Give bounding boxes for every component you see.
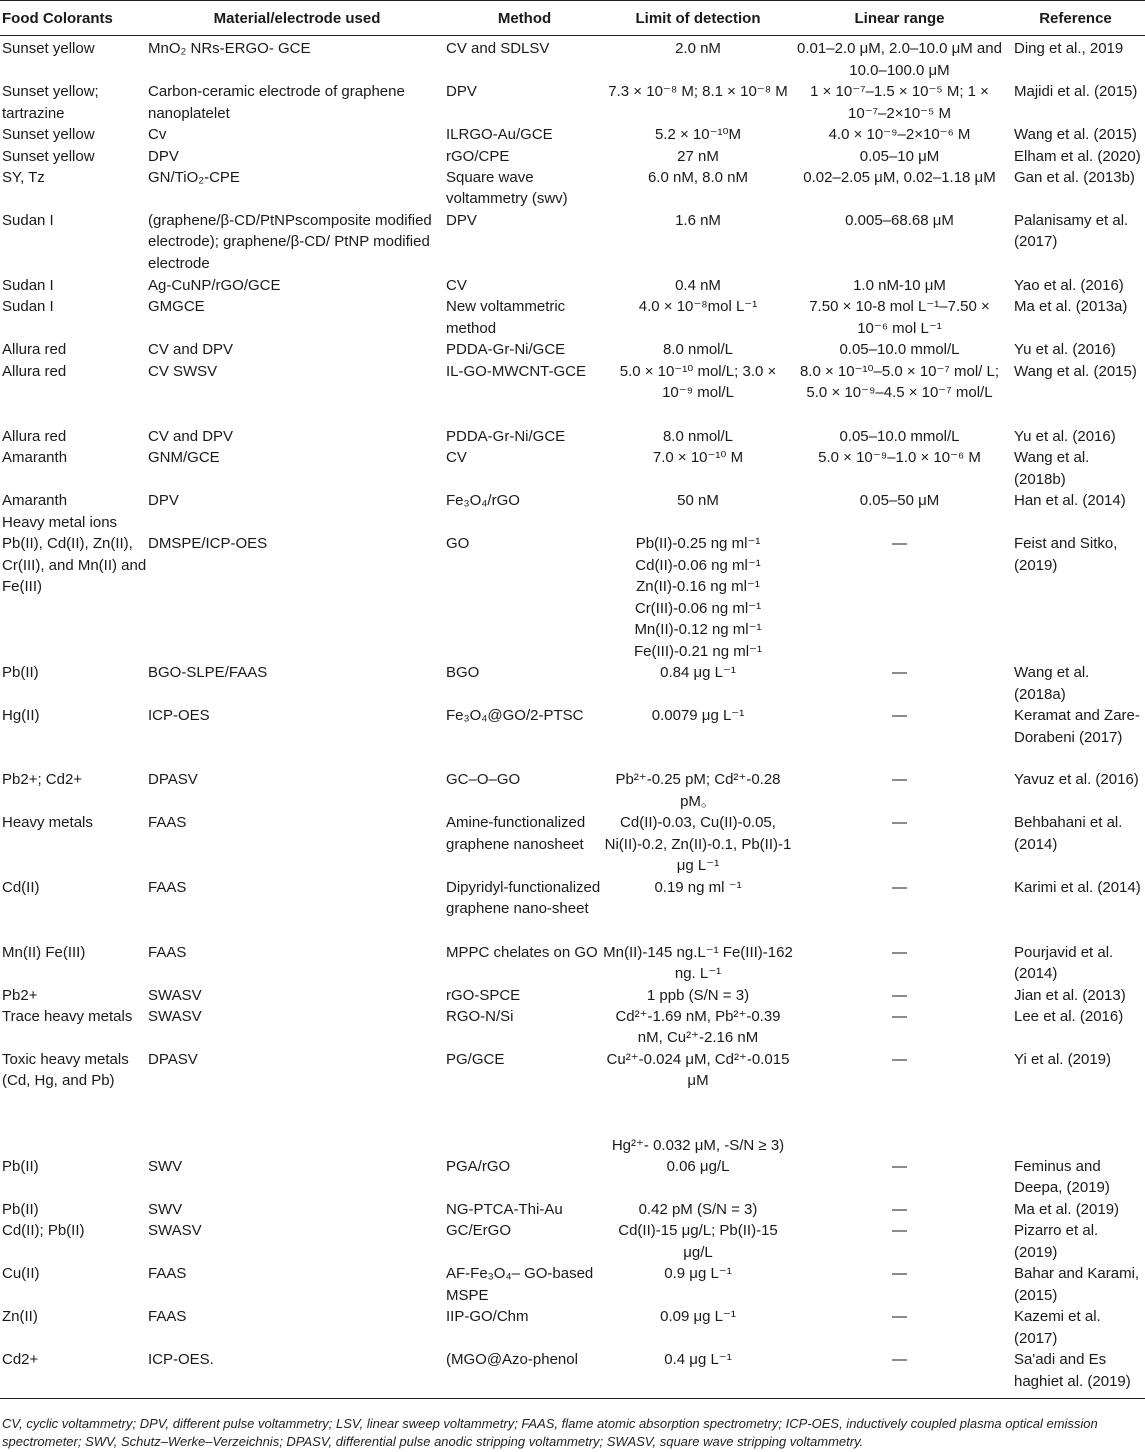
header-limit-of-detection: Limit of detection: [635, 10, 761, 27]
table-row: [0, 1049, 1145, 1156]
header-material-electrode: Material/electrode used: [213, 10, 381, 27]
food-colorant-cell: Amaranth: [2, 449, 68, 467]
reference-cell: Gan et al. (2013b): [1014, 169, 1135, 187]
table-row: [0, 533, 1145, 662]
method-cell: ILRGO-Au/GCE: [446, 126, 553, 144]
food-colorant-cell: Hg(II): [2, 707, 40, 725]
material-electrode-cell: (graphene/β-CD/PtNPscomposite modified electrode); graphene/β-CD/ PtNP modified electrode: [148, 212, 432, 272]
method-cell: GO: [446, 535, 470, 553]
table-row: [0, 146, 1145, 167]
method-cell: MPPC chelates on GO: [446, 943, 598, 961]
reference-cell: Wang et al. (2015): [1014, 126, 1137, 144]
material-electrode-cell: SWASV: [148, 1222, 202, 1240]
food-colorant-cell: Allura red: [2, 341, 67, 359]
material-electrode-cell: BGO-SLPE/FAAS: [148, 664, 268, 682]
reference-cell: Keramat and Zare-Dorabeni (2017): [1014, 707, 1140, 746]
linear-range-cell: [793, 512, 1006, 533]
linear-range-cell: 0.005–68.68 μM: [845, 212, 954, 230]
food-colorant-cell: Amaranth: [2, 492, 68, 510]
food-colorant-cell: Sunset yellow: [2, 147, 95, 165]
reference-cell: Yi et al. (2019): [1014, 1050, 1111, 1068]
material-electrode-cell: ICP-OES: [148, 707, 210, 725]
table-row: [0, 81, 1145, 124]
limit-of-detection-cell: 0.19 ng ml ⁻¹: [654, 878, 742, 896]
food-colorant-cell: Cu(II): [2, 1265, 40, 1283]
material-electrode-cell: DPASV: [148, 1050, 198, 1068]
table-row: [0, 512, 1145, 533]
method-cell: IL-GO-MWCNT-GCE: [446, 362, 586, 380]
reference-cell: Behbahani et al. (2014): [1014, 814, 1123, 853]
linear-range-cell: —: [892, 535, 907, 553]
method-cell: rGO-SPCE: [446, 986, 521, 1004]
table-row: [0, 812, 1145, 876]
material-electrode-cell: Carbon-ceramic electrode of graphene nanoplatelet: [148, 83, 405, 122]
table-row: [0, 1263, 1145, 1306]
linear-range-cell: 5.0 × 10⁻⁹–1.0 × 10⁻⁶ M: [818, 449, 981, 467]
limit-of-detection-cell: 0.06 μg/L: [666, 1157, 730, 1175]
limit-of-detection-cell: 5.0 × 10⁻¹⁰ mol/L; 3.0 × 10⁻⁹ mol/L: [619, 362, 777, 402]
limit-of-detection-cell: Cd(II)-15 μg/L; Pb(II)-15 μg/L: [618, 1222, 778, 1261]
table-row: [0, 985, 1145, 1006]
limit-of-detection-cell: 7.0 × 10⁻¹⁰ M: [652, 449, 744, 467]
reference-cell: Yu et al. (2016): [1014, 341, 1116, 359]
limit-of-detection-cell: 8.0 nmol/L: [662, 427, 734, 445]
limit-of-detection-cell: Mn(II)-145 ng.L⁻¹ Fe(III)-162 ng. L⁻¹: [603, 943, 793, 982]
limit-of-detection-cell: 0.4 μg L⁻¹: [664, 1351, 732, 1369]
material-electrode-cell: [148, 512, 446, 533]
linear-range-cell: 1.0 nM-10 μM: [853, 277, 946, 295]
material-electrode-cell: MnO₂ NRs-ERGO- GCE: [148, 40, 311, 58]
material-electrode-cell: FAAS: [148, 1308, 187, 1326]
linear-range-cell: —: [892, 664, 907, 682]
reference-cell: Yao et al. (2016): [1014, 277, 1124, 295]
method-cell: AF-Fe₃O₄– GO-based MSPE: [446, 1265, 594, 1304]
material-electrode-cell: CV SWSV: [148, 362, 218, 380]
header-reference: Reference: [1039, 10, 1112, 27]
reference-cell: Palanisamy et al. (2017): [1014, 212, 1129, 251]
linear-range-cell: —: [892, 986, 907, 1004]
header-food-colorants: Food Colorants: [2, 10, 113, 27]
table-row: [0, 1006, 1145, 1049]
linear-range-cell: 0.05–50 μM: [859, 492, 940, 510]
limit-of-detection-cell: 4.0 × 10⁻⁸mol L⁻¹: [638, 298, 758, 316]
header-method: Method: [497, 10, 552, 27]
material-electrode-cell: FAAS: [148, 943, 187, 961]
limit-of-detection-cell: 1.6 nM: [675, 212, 721, 230]
table-row: [0, 167, 1145, 210]
limit-of-detection-cell: 2.0 nM: [675, 40, 721, 58]
table-row: [0, 1220, 1145, 1263]
food-colorant-cell: Sudan I: [2, 277, 54, 295]
method-cell: [446, 512, 603, 533]
reference-cell: Elham et al. (2020): [1014, 147, 1141, 165]
linear-range-cell: —: [892, 1200, 907, 1218]
limit-of-detection-cell: 0.0079 μg L⁻¹: [651, 707, 745, 725]
reference-cell: Han et al. (2014): [1014, 492, 1126, 510]
table-row: [0, 361, 1145, 426]
table-row: [0, 705, 1145, 769]
reference-cell: Pizarro et al. (2019): [1014, 1222, 1099, 1261]
linear-range-cell: —: [892, 943, 907, 961]
reference-cell: Ma et al. (2013a): [1014, 298, 1128, 316]
table-row: [0, 426, 1145, 447]
food-colorant-cell: SY, Tz: [2, 169, 45, 187]
method-cell: DPV: [446, 212, 477, 230]
material-electrode-cell: GMGCE: [148, 298, 205, 316]
linear-range-cell: —: [892, 1308, 907, 1326]
limit-of-detection-cell: 0.84 μg L⁻¹: [660, 664, 736, 682]
method-cell: Dipyridyl-functionalized graphene nano-sheet: [446, 878, 601, 917]
reference-cell: Sa'adi and Es haghiet al. (2019): [1014, 1351, 1131, 1390]
method-cell: GC–O–GO: [446, 771, 521, 789]
table-row: [0, 275, 1145, 296]
material-electrode-cell: FAAS: [148, 1265, 187, 1283]
reference-cell: Pourjavid et al. (2014): [1014, 943, 1114, 982]
reference-cell: Yavuz et al. (2016): [1014, 771, 1139, 789]
method-cell: CV: [446, 449, 467, 467]
method-cell: NG-PTCA-Thi-Au: [446, 1200, 563, 1218]
food-colorant-cell: Toxic heavy metals (Cd, Hg, and Pb): [2, 1050, 129, 1090]
method-cell: BGO: [446, 664, 480, 682]
method-cell: RGO-N/Si: [446, 1007, 514, 1025]
limit-of-detection-cell: Pb(II)-0.25 ng ml⁻¹ Cd(II)-0.06 ng ml⁻¹ Zn(II)-0.16 ng ml⁻¹ Cr(III)-0.06 ng ml⁻¹ Mn(II)-0.12 ng ml⁻¹ Fe(III)-0.21 ng ml⁻¹: [634, 535, 762, 660]
reference-cell: Lee et al. (2016): [1014, 1007, 1124, 1025]
table-row: [0, 36, 1145, 81]
food-colorant-cell: Heavy metals: [2, 814, 93, 832]
table-row: [0, 942, 1145, 985]
limit-of-detection-cell: 5.2 × 10⁻¹⁰M: [654, 126, 742, 144]
food-colorant-cell: Mn(II) Fe(III): [2, 943, 86, 961]
linear-range-cell: 7.50 × 10-8 mol L⁻¹–7.50 × 10⁻⁶ mol L⁻¹: [809, 298, 990, 337]
limit-of-detection-cell: Cd(II)-0.03, Cu(II)-0.05, Ni(II)-0.2, Zn(II)-0.1, Pb(II)-1 μg L⁻¹: [604, 814, 792, 875]
material-electrode-cell: SWV: [148, 1157, 183, 1175]
limit-of-detection-cell: 0.09 μg L⁻¹: [660, 1308, 736, 1326]
table-row: [0, 339, 1145, 360]
method-cell: PDDA-Gr-Ni/GCE: [446, 341, 566, 359]
food-colorant-cell: Allura red: [2, 362, 67, 380]
table-row: [0, 1199, 1145, 1220]
reference-cell: Wang et al. (2018a): [1014, 664, 1090, 703]
method-cell: Square wave voltammetry (swv): [446, 169, 568, 208]
food-colorant-cell: Sudan I: [2, 298, 54, 316]
limit-of-detection-cell: [603, 512, 793, 533]
material-electrode-cell: Ag-CuNP/rGO/GCE: [148, 277, 281, 295]
material-electrode-cell: DPV: [148, 147, 179, 165]
limit-of-detection-cell: Cu²⁺-0.024 μM, Cd²⁺-0.015 μM Hg²⁺- 0.032 μM, -S/N ≥ 3): [606, 1050, 790, 1154]
material-electrode-cell: SWASV: [148, 986, 202, 1004]
material-electrode-cell: CV and DPV: [148, 341, 234, 359]
method-cell: GC/ErGO: [446, 1222, 512, 1240]
linear-range-cell: 1 × 10⁻⁷–1.5 × 10⁻⁵ M; 1 × 10⁻⁷–2×10⁻⁵ M: [810, 83, 989, 122]
material-electrode-cell: SWV: [148, 1200, 183, 1218]
food-colorant-cell: Sunset yellow; tartrazine: [2, 83, 99, 122]
limit-of-detection-cell: 0.42 pM (S/N = 3): [638, 1200, 758, 1218]
material-electrode-cell: FAAS: [148, 814, 187, 832]
material-electrode-cell: CV and DPV: [148, 427, 234, 445]
table-row: [0, 1349, 1145, 1398]
table-row: [0, 662, 1145, 705]
linear-range-cell: —: [892, 1222, 907, 1240]
table-row: [0, 124, 1145, 145]
reference-cell: Wang et al. (2015): [1014, 362, 1137, 380]
food-colorant-cell: Sunset yellow: [2, 40, 95, 58]
linear-range-cell: 8.0 × 10⁻¹⁰–5.0 × 10⁻⁷ mol/ L; 5.0 × 10⁻⁹–4.5 × 10⁻⁷ mol/L: [799, 362, 1000, 402]
material-electrode-cell: GNM/GCE: [148, 449, 220, 467]
material-electrode-cell: FAAS: [148, 878, 187, 896]
reference-cell: Feminus and Deepa, (2019): [1014, 1157, 1110, 1197]
food-colorant-cell: Sunset yellow: [2, 126, 95, 144]
food-colorant-cell: Pb(II): [2, 1200, 39, 1218]
linear-range-cell: —: [892, 814, 907, 832]
limit-of-detection-cell: 8.0 nmol/L: [662, 341, 734, 359]
linear-range-cell: 0.01–2.0 μM, 2.0–10.0 μM and 10.0–100.0 μM: [797, 40, 1002, 79]
linear-range-cell: 0.05–10 μM: [859, 147, 940, 165]
linear-range-cell: —: [892, 771, 907, 789]
material-electrode-cell: DMSPE/ICP-OES: [148, 535, 268, 553]
table-row: [0, 210, 1145, 275]
reference-cell: Feist and Sitko, (2019): [1014, 535, 1118, 574]
material-electrode-cell: GN/TiO₂-CPE: [148, 169, 240, 187]
reference-cell: Ma et al. (2019): [1014, 1200, 1120, 1218]
food-colorant-cell: Sudan I: [2, 212, 54, 230]
table-header: [0, 1, 1145, 36]
food-colorant-cell: Pb(II): [2, 1157, 39, 1175]
food-colorant-cell: Pb(II): [2, 664, 39, 682]
linear-range-cell: 0.02–2.05 μM, 0.02–1.18 μM: [803, 169, 996, 187]
linear-range-cell: —: [892, 707, 907, 725]
reference-cell: Yu et al. (2016): [1014, 427, 1116, 445]
header-linear-range: Linear range: [854, 10, 945, 27]
material-electrode-cell: SWASV: [148, 1007, 202, 1025]
method-cell: PDDA-Gr-Ni/GCE: [446, 427, 566, 445]
material-electrode-cell: ICP-OES.: [148, 1351, 214, 1369]
reference-cell: Bahar and Karami, (2015): [1014, 1265, 1140, 1304]
material-electrode-cell: DPASV: [148, 771, 198, 789]
method-cell: Fe₃O₄@GO/2-PTSC: [446, 707, 584, 725]
material-electrode-cell: DPV: [148, 492, 179, 510]
limit-of-detection-cell: 1 ppb (S/N = 3): [646, 986, 750, 1004]
reference-cell: Ding et al., 2019: [1014, 40, 1124, 58]
food-colorant-cell: Pb(II), Cd(II), Zn(II), Cr(III), and Mn(II) and Fe(III): [2, 535, 147, 596]
linear-range-cell: —: [892, 1007, 907, 1025]
linear-range-cell: 0.05–10.0 mmol/L: [839, 427, 960, 445]
food-colorant-cell: Cd(II): [2, 878, 40, 896]
table-row: [0, 769, 1145, 812]
method-cell: Fe₃O₄/rGO: [446, 492, 520, 510]
linear-range-cell: —: [892, 878, 907, 896]
method-cell: rGO/CPE: [446, 147, 510, 165]
table-row: [0, 1306, 1145, 1349]
table-row: [0, 447, 1145, 490]
limit-of-detection-cell: 27 nM: [677, 147, 719, 165]
limit-of-detection-cell: Pb²⁺-0.25 pM; Cd²⁺-0.28 pM。: [615, 771, 781, 810]
limit-of-detection-cell: 50 nM: [677, 492, 719, 510]
reference-cell: Wang et al. (2018b): [1014, 449, 1090, 488]
reference-cell: Jian et al. (2013): [1014, 986, 1126, 1004]
food-colorant-cell: Heavy metal ions: [2, 514, 118, 532]
header-row: [0, 1, 1145, 36]
limit-of-detection-cell: 6.0 nM, 8.0 nM: [647, 169, 749, 187]
method-cell: PGA/rGO: [446, 1157, 511, 1175]
reference-cell: Kazemi et al. (2017): [1014, 1308, 1101, 1347]
linear-range-cell: 4.0 × 10⁻⁹–2×10⁻⁶ M: [828, 126, 971, 144]
limit-of-detection-cell: 0.9 μg L⁻¹: [664, 1265, 732, 1283]
table-row: [0, 490, 1145, 512]
food-colorant-cell: Pb2+: [2, 986, 38, 1004]
limit-of-detection-cell: 7.3 × 10⁻⁸ M; 8.1 × 10⁻⁸ M: [608, 83, 788, 101]
reference-cell: [1006, 512, 1145, 533]
limit-of-detection-cell: Cd²⁺-1.69 nM, Pb²⁺-0.39 nM, Cu²⁺-2.16 nM: [615, 1007, 781, 1047]
reference-cell: Karimi et al. (2014): [1014, 878, 1141, 896]
method-cell: CV: [446, 277, 467, 295]
limit-of-detection-cell: 0.4 nM: [675, 277, 721, 295]
food-colorant-cell: Pb2+; Cd2+: [2, 771, 83, 789]
method-cell: IIP-GO/Chm: [446, 1308, 529, 1326]
method-cell: New voltammetric method: [446, 298, 566, 337]
linear-range-cell: —: [892, 1157, 907, 1175]
linear-range-cell: —: [892, 1351, 907, 1369]
method-cell: PG/GCE: [446, 1050, 505, 1068]
table-row: [0, 877, 1145, 942]
method-cell: (MGO@Azo-phenol: [446, 1351, 578, 1369]
method-cell: CV and SDLSV: [446, 40, 550, 58]
linear-range-cell: 0.05–10.0 mmol/L: [839, 341, 960, 359]
food-colorant-cell: Zn(II): [2, 1308, 38, 1326]
table-body: [0, 36, 1145, 1398]
food-colorant-cell: Cd2+: [2, 1351, 39, 1369]
table-row: [0, 296, 1145, 339]
linear-range-cell: —: [892, 1265, 907, 1283]
material-electrode-cell: Cv: [148, 126, 167, 144]
method-cell: Amine-functionalized graphene nanosheet: [446, 814, 586, 853]
reference-cell: Majidi et al. (2015): [1014, 83, 1138, 101]
food-colorant-cell: Allura red: [2, 427, 67, 445]
linear-range-cell: —: [892, 1050, 907, 1068]
food-colorant-cell: Trace heavy metals: [2, 1007, 133, 1025]
table-row: [0, 1156, 1145, 1199]
table-footnote: CV, cyclic voltammetry; DPV, different pulse voltammetry; LSV, linear sweep voltammetry; FAAS, flame atomic absorption spectrometry; ICP-OES, inductively coupled plasma optical emission spectrometer; SWV, Schutz–Werke–Verzeichnis; DPASV, differential pulse anodic stripping voltammetry; SWASV, square wave stripping voltammetry.: [2, 1415, 1098, 1450]
food-colorant-cell: Cd(II); Pb(II): [2, 1222, 85, 1240]
method-cell: DPV: [446, 83, 477, 101]
